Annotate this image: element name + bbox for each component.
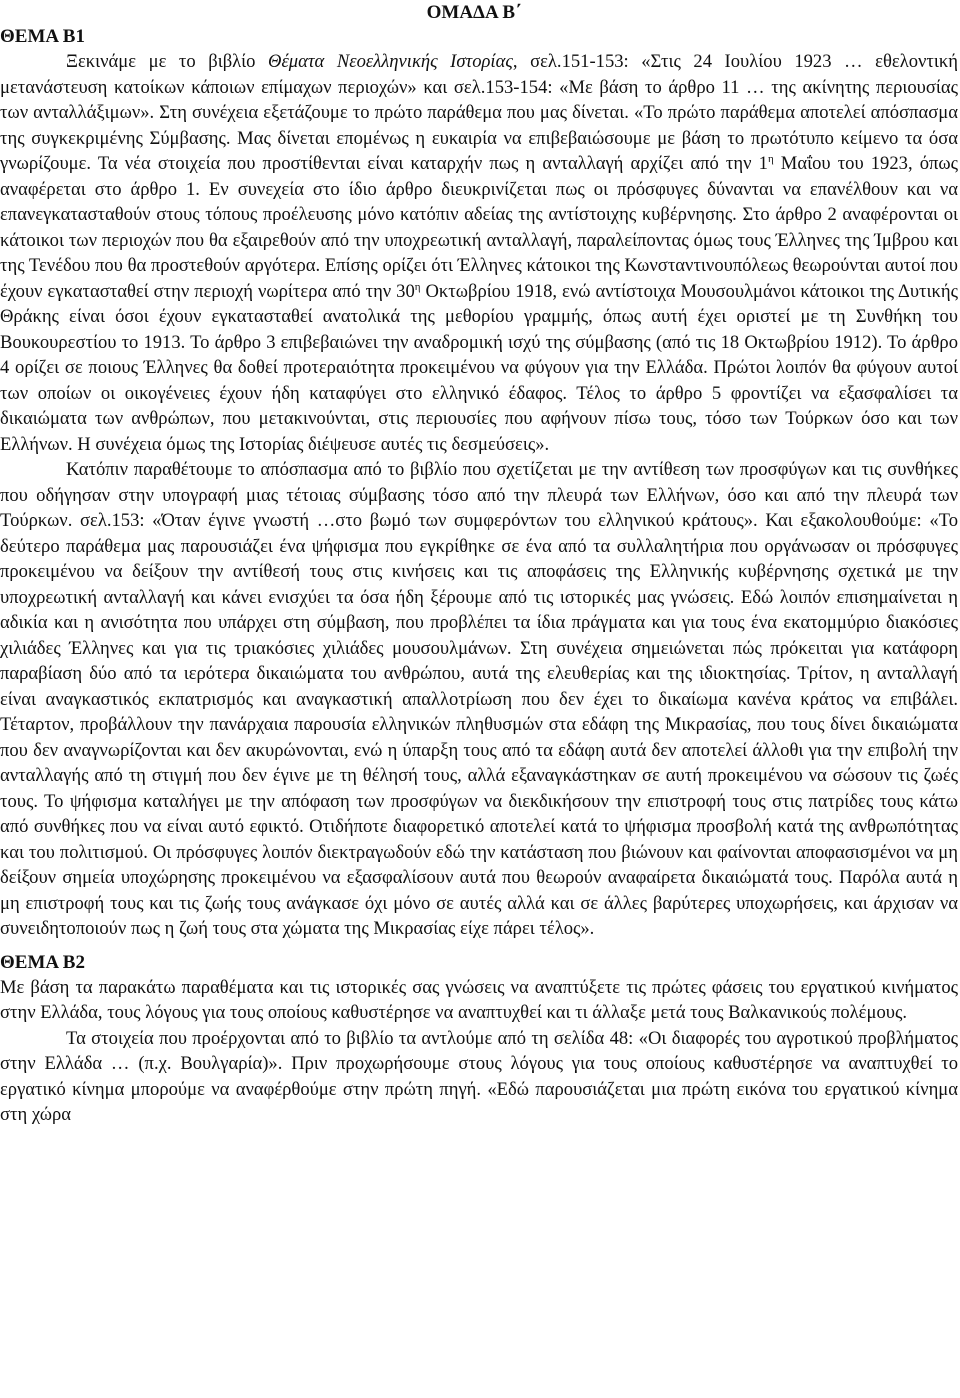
theme-b2-paragraph-1: Με βάση τα παρακάτω παραθέματα και τις ιστορικές σας γνώσεις να αναπτύξετε τις πρώτες φάσεις του εργατικού κινήματος στην Ελλάδα, τους λόγους για τους οποίους καθυστέρησε να αναπτυχθεί και τι άλλαξε μετά τους Βαλκανικούς πολέμους. [0, 976, 958, 1023]
paragraph-text: , σελ.151-153: «Στις 24 Ιουλίου 1923 … εθελοντική μετανάστευση κατοίκων κάποιων επίμαχων περιοχών» και σελ.153-154: «Με βάση το άρθρο 11 … της ακίνητης περιουσίας των ανταλλάξιμων». Στη συνέχεια εξετάζουμε το πρώτο παράθεμα που μας δίνεται. «Το πρώτο παράθεμα αποτελεί απόσπασμα της συγκεκριμένης Σύμβασης. Μας δίνεται επομένως η ευκαιρία να επιβεβαιώσουμε με βάση το πρωτότυπο κείμενο τα όσα γνωρίζουμε. Τα νέα στοιχεία που προστίθενται είναι καταρχήν πως η ανταλλαγή αρχίζει από την 1 [0, 51, 958, 174]
document-page [0, 1, 960, 1398]
ordinal-superscript: η [414, 280, 421, 293]
paragraph-text: Μαΐου του 1923, όπως αναφέρεται στο άρθρο 1. Εν συνεχεία στο ίδιο άρθρο διευκρινίζεται πως οι πρόσφυγες δύνανται να επανέλθουν και να επανεγκατασταθούν στους τόπους προέλευσης μόνο κατόπιν αδείας της αντίστοιχης κυβέρνησης. Στο άρθρο 2 αναφέρονται οι κάτοικοι των περιοχών που θα εξαιρεθούν από την υποχρεωτική ανταλλαγή, παραλείποντας όμως τους Έλληνες της Ίμβρου και της Τενέδου που θα προστεθούν αργότερα. Επίσης ορίζει ότι Έλληνες κάτοικοι της Κωνσταντινουπόλεως θεωρούνται αυτοί που έχουν εγκατασταθεί στην περιοχή νωρίτερα από την 30 [0, 153, 958, 302]
book-title: Θέματα Νεοελληνικής Ιστορίας [268, 51, 513, 72]
theme-b1-paragraph-1 [0, 49, 958, 457]
theme-b1-title: ΘΕΜΑ Β1 [0, 26, 85, 47]
theme-b2-paragraph-2: Τα στοιχεία που προέρχονται από το βιβλίο τα αντλούμε από τη σελίδα 48: «Οι διαφορές του αγροτικού προβλήματος στην Ελλάδα … (π.χ. Βουλγαρία)». Πριν προχωρήσουμε στους λόγους για τους οποίους καθυστέρησε να αναπτυχθεί το εργατικό κίνημα μπορούμε να αναφέρθούμε στην πρώτη πηγή. «Εδώ παρουσιάζεται μια πρώτη εικόνα του εργατικού κίνημα στη χώρα [0, 1027, 958, 1125]
paragraph-text: Οκτωβρίου 1918, ενώ αντίστοιχα Μουσουλμάνοι κάτοικοι της Δυτικής Θράκης είναι όσοι έχουν εγκατασταθεί ανατολικά της μεθορίου γραμμής, όπως αυτή έχει οριστεί με τη Συνθήκη του Βουκουρεστίου το 1913. Το άρθρο 3 επιβεβαιώνει την αναδρομική ισχύ της σύμβασης (από τις 18 Οκτωβρίου 1912). Το άρθρο 4 ορίζει σε ποιους Έλληνες θα δοθεί προτεραιότητα προκειμένου να φύγουν για την Ελλάδα. Πρώτοι λοιπόν θα φύγουν αυτοί των οποίων οι οικογένειες έχουν ήδη καταφύγει στο ελληνικό έδαφος. Τέλος το άρθρο 5 φροντίζει να εξασφαλίσει τα δικαιώματα των ανθρώπων, που μετακινούνται, στις περιουσίες που αφήνουν πίσω τους, τόσο των Τούρκων όσο και των Ελλήνων. Η συνέχεια όμως της Ιστορίας διέψευσε αυτές τις δεσμεύσεις». [0, 280, 958, 455]
theme-b1-paragraph-2: Κατόπιν παραθέτουμε το απόσπασμα από το βιβλίο που σχετίζεται με την αντίθεση των προσφύγων και τις συνθήκες που οδήγησαν στην υπογραφή μιας τέτοιας σύμβασης τόσο από την πλευρά των Ελλήνων, όσο και από την πλευρά των Τούρκων. σελ.153: «Όταν έγινε γνωστή …στο βωμό των συμφερόντων του ελληνικού κράτους». Και εξακολουθούμε: «Το δεύτερο παράθεμα μας παρουσιάζει ένα ψήφισμα που εγκρίθηκε σε ένα από τα συλλαλητήρια που οργάνωσαν οι πρόσφυγες προκειμένου να δείξουν την αντίθεσή τους στις κινήσεις και τις αποφάσεις της Ελληνικής κυβέρνησης σχετικά με την υποχρεωτική ανταλλαγή και κάνει ενισχύει τα όσα ήδη ξέρουμε από τις ιστορικές μας γνώσεις. Εδώ λοιπόν επισημαίνεται η αδικία και η ανισότητα που υπάρχει στη σύμβαση, που προβλέπει τα ίδια πράγματα και για τους ένα εκατομμύριο διακόσιες χιλιάδες Έλληνες και για τις τριακόσιες χιλιάδες μουσουλμάνων. Στη συνέχεια σημειώνεται πώς πρόκειται για κατάφορη παραβίαση δύο από τα ιερότερα δικαιώματα του ανθρώπου, αυτά της ελευθερίας και της ιδιοκτησίας. Τρίτον, η ανταλλαγή είναι αναγκαστικός εκπατρισμός και αναγκαστική απαλλοτρίωση που δεν έχει το δικαίωμα κανένα κράτος να επιβάλει. Τέταρτον, προβάλλουν την πανάρχαια παρουσία ελληνικών πληθυσμών στα εδάφη της Μικρασίας, που τους δίνει δικαιώματα που δεν αναγνωρίζονται και δεν ακυρώνονται, ενώ η ύπαρξη τους από τα εδάφη αυτά δεν αποτελεί άλλοθι για την επιβολή την ανταλλαγής από τη στιγμή που δεν έγινε με τη θέλησή τους, αλλά εξαναγκάστηκαν σε αυτή προκειμένου να σώσουν τις ζωές τους. Το ψήφισμα καταλήγει με την απόφαση των προσφύγων να διεκδικήσουν την επιστροφή τους στις πατρίδες τους κάτω από συνθήκες που να είναι αυτό εφικτό. Οτιδήποτε διαφορετικό αποτελεί κατά το ψήφισμα προσβολή κατά της ανθρωπότητας και του πολιτισμού. Οι πρόσφυγες λοιπόν διεκτραγωδούν εδώ την κατάσταση που βιώνουν και φαίνονται αποφασισμένοι να μη δείξουν σημεία υποχώρησης προκειμένου να εξασφαλίσουν αυτά που θεωρούν αναφαίρετα δικαιώματά τους. Παρόλα αυτά η μη επιστροφή τους και τις ζωής τους ανάγκασε όχι μόνο σε αυτές αλλά και σε άλλες βαρύτερες υποχωρήσεις, και άρχισαν να συνειδητοποιούν πως η ζωή τους στα χώματα της Μικρασίας είχε πάρει τέλος». [0, 459, 958, 939]
paragraph-text: Ξεκινάμε με το βιβλίο [66, 51, 269, 72]
theme-b2-title: ΘΕΜΑ Β2 [0, 951, 85, 973]
group-title: ΟΜΑΔΑ Β΄ [426, 2, 522, 23]
ordinal-superscript: η [767, 153, 774, 165]
